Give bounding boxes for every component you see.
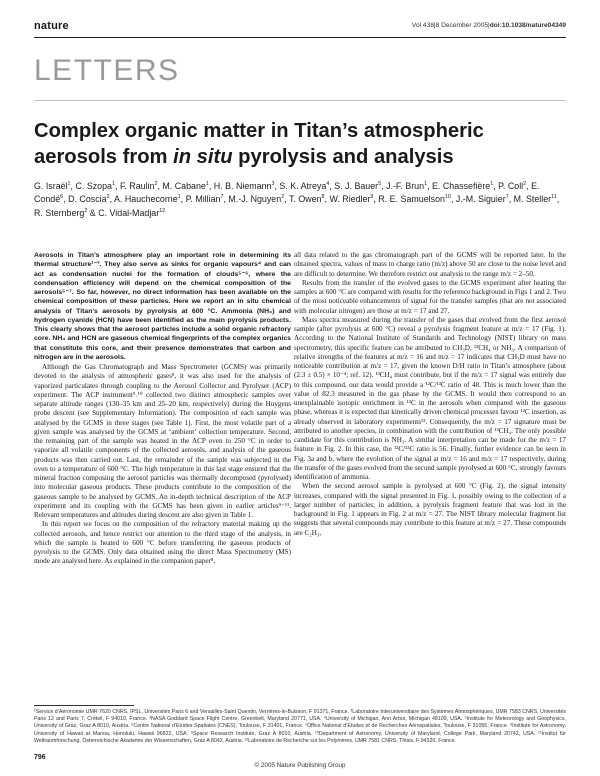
author-name: R. E. Samuelson [378,194,445,205]
author-name: H. B. Niemann [213,181,272,191]
body-paragraph: In this report we focus on the composition of the refractory material making up the collected aerosols, and hence restrict our attention to the third stage of the analysis, in which the sample is heated to 600 °C before transferring the gaseous products of pyrolysis to the GCMS. Only data obtained using the direct Mass Spectrometry (MS) mode are analysed here. As explained in the companion paper⁸, [34,520,291,566]
author-name: A. Hauchecorne [114,194,178,205]
author-name: S. K. Atreya [279,181,327,191]
author-name: E. Condé [34,181,540,205]
author-affiliation-mark: 2 [154,181,158,188]
citation-line [412,22,566,29]
abstract: Aerosols in Titan’s atmosphere play an important role in determining its thermal structure¹⁻³. They also serve as sinks for organic vapours⁴ and can act as condensation nuclei for the formation of clouds⁵⁻⁶, where the condensation efficiency will depend on the chemical composition of the aerosols⁵⁻⁷. So far, however, no direct information has been available on the chemical composition of these particles. Here we report an in situ chemical analysis of Titan’s aerosols by pyrolysis at 600 °C. Ammonia (NH₃) and hydrogen cyanide (HCN) have been identified as the main pyrolysis products. This clearly shows that the aerosol particles include a solid organic refractory core. NH₃ and HCN are gaseous chemical fingerprints of the complex organics that constitute this core, and their presence demonstrates that carbon and nitrogen are in the aerosols. [34,252,291,361]
article-title [34,118,540,170]
author-affiliation-mark: 4 [326,181,330,188]
running-header [34,20,566,36]
author-affiliation-mark: 10 [444,194,451,201]
title-part-2: pyrolysis and analysis [232,146,454,168]
affiliation-footnotes: ¹Service d’Aéronomie UMR 7620 CNRS, IPSL, Universités Paris 6 and Versailles-Saint Quentin, Verrières-le-Buisson, F 91371, France. ²Laboratoire Interuniversitaire des Systèmes Atmosphériques, UMR 7583 CNRS, Universités Paris 12 and Paris 7, Créteil, F 94010, France. ³NASA Goddard Space Flight Centre, Greenbelt, Maryland 20771, USA. ⁴University of Michigan, Ann Arbor, Michigan 48109, USA. ⁵Institute for Meteorology and Geophysics, University of Graz, Graz A 8010, Austria. ⁶Centre National d’Etudes Spatiales (CNES), Toulouse, F 31401, France. ⁷Office National d’Etudes et de Recherches Aérospatiales, Toulouse, F 31055, France. ⁸Institute for Astronomy, University of Hawaii at Manoa, Honolulu, Hawaii 96822, USA. ⁹Space Research Institute, Graz A 8010, Austria. ¹⁰Department of Astronomy, University of Maryland, College Park, Maryland 20742, USA. ¹¹Institut für Weltraumforschung, Österreichische Akademie der Wissenschaften, Graz A 8042, Austria. ¹²Laboratoire de Recherche sur les Polymères, UMR 7581 CNRS, Thiais, F 94320, France. [34,709,566,744]
author-name: J.-F. Brun [386,181,425,191]
body-paragraph: Although the Gas Chromatograph and Mass Spectrometer (GCMS) was primarily devoted to the analysis of atmospheric gases⁸, it was also used for the analysis of vaporized particulates through coupling to the Aerosol Collector and Pyrolyser (ACP) experiment. The ACP instrument⁹˒¹⁰ collected two distinct atmospheric samples over separate altitude ranges (130–35 km and 25–20 km, respectively) during the Huygens probe descent (see Supplementary Information). The composition of each sample was analysed by the GCMS in three stages (see Table 1). First, the most volatile part of a given sample was analysed by the GCMS at ‘ambient’ collection temperature. Second, the remaining part of the sample was heated in the ACP oven to 250 °C in order to vaporize all volatile components of the collected aerosols, and analysis of the gaseous products was then carried out. Last, the remainder of the sample was subjected in the oven to a temperature of 600 °C. The high temperature in this last stage ensured that the mineral fraction composing the aerosol particles was thermally decomposed (pyrolysed) into molecular gaseous products. These products contribute to the composition of the gaseous sample to be analysed by GCMS. An in-depth technical description of the ACP experiment and its coupling with the GCMS has been given in earlier articles⁹⁻¹¹. Relevant temperatures and altitudes during descent are also given in Table 1. [34,363,291,519]
author-name: F. Raulin [119,181,155,191]
doi-link[interactable]: doi:10.1038/nature04349 [489,22,566,29]
footnote-rule [34,705,134,706]
author-affiliation-mark: 2 [106,194,110,201]
author-affiliation-mark: 2 [523,181,527,188]
author-name: J.-M. Siguier [455,194,506,205]
author-name: M. Steller [513,194,552,205]
author-affiliation-mark: 1 [205,181,209,188]
journal-logo: nature [34,20,69,32]
author-name: M.-J. Nguyen [228,194,282,205]
copyright-notice: © 2005 Nature Publishing Group [254,762,346,769]
author-name: D. Coscia [68,194,107,205]
title-part-1: Complex organic matter in Titan’s atmospheric aerosols from [34,120,484,168]
body-paragraph: Mass spectra measured during the transfer of the gases that evolved from the first aerosol sample (after pyrolysis at 600 °C) reveal a pyrolysis fragment feature at m/z = 17 (Fig. 1). According to the National Institute of Standards and Technology (NIST) library on mass spectrometry, this specific feature can be attributed to CH₃D, ¹³CH₄ or NH₃. A comparison of relative strengths of the features at m/z = 16 and m/z = 17 indicates that CH₃D must have no noticeable contribution at m/z = 17, given the known D/H ratio in Titan’s atmosphere (about (2.3 ± 0.5) × 10⁻⁴; ref. 12). ¹³CH₄ must contribute, but if the m/z = 17 signal was entirely due to this compound, our data would provide a ¹²C/¹³C ratio of 48. This is much lower than the value of 82.3 measured in the gas phase by the GCMS. It would then correspond to an unexplainable isotopic enrichment in ¹³C in the aerosols when compared with the gaseous phase, whereas it is expected that kinetically driven chemical processes favour ¹²C insertion, as already observed in laboratory experiments¹³. Consequently, the m/z = 17 signature must be attributed to another species, in combination with the contribution of ¹³CH₄. The only possible candidate for this contribution is NH₃. A similar interpretation can be made for the m/z = 17 feature in Fig. 2. In this case, the ¹²C/¹³C ratio is 56. Finally, further evidence can be seen in Fig. 3a and b, where the evolution of the signal at m/z = 16 and m/z = 17 respectively, during the transfer of the gases evolved from the second sample pyrolysed at 600 °C, strongly favours identification of ammonia. [294,315,566,481]
section-rule [34,100,566,101]
author-name: T. Owen [288,194,322,205]
title-italic: in situ [173,146,233,168]
author-name: C. Szopa [75,181,112,191]
author-name: C. Vidal-Madjar [98,207,160,218]
body-paragraph: When the second aerosol sample is pyrolysed at 600 °C (Fig. 2), the signal intensity increases, compared with the signal presented in Fig. 1, possibly owing to the collection of a larger number of particles; in addition, a pyrolysis fragment feature that was lost in the background in Fig. 1 appears in Fig. 2 at m/z = 27. The NIST library molecular fragment list suggests that several compounds may contribute to this feature at m/z = 27. These compounds are C₂H₃, [294,482,566,537]
author-name: W. Riedler [329,194,371,205]
author-affiliation-mark: 12 [159,207,166,214]
author-affiliation-mark: 11 [551,194,557,201]
author-affiliation-mark: 1 [67,181,71,188]
author-name: S. J. Bauer [334,181,379,191]
author-name: P. Millian [185,194,221,205]
author-affiliation-mark: 2 [281,194,285,201]
author-affiliation-mark: 3 [271,181,275,188]
author-affiliation-mark: 1 [490,181,494,188]
author-affiliation-mark: 6 [60,194,64,201]
author-name: E. Chassefière [432,181,491,191]
author-affiliation-mark: 7 [505,194,509,201]
citation-volume-date: Vol 438|8 December 2005| [411,22,490,29]
author-affiliation-mark: 1 [424,181,428,188]
author-affiliation-mark: 1 [177,194,181,201]
author-name: M. Cabane [162,181,206,191]
body-paragraph: all data related to the gas chromatograph part of the GCMS will be reported later. In the obtained spectra, values of mass to charge ratio (m/z) above 50 are close to the noise level and are difficult to determine. We therefore restrict our analysis to the range m/z = 2–50. [294,251,566,278]
author-affiliation-mark: 5 [378,181,382,188]
page-number: 796 [34,754,46,761]
section-label: LETTERS [34,54,180,87]
author-name: G. Israël [34,181,68,191]
author-affiliation-mark: 7 [220,194,224,201]
author-affiliation-mark: 9 [370,194,374,201]
body-paragraph: Results from the transfer of the evolved gases to the GCMS experiment after heating the samples at 600 °C are compared with results for the reference background in Figs 1 and 2. Two of the most noticeable enhancements of signal for the transfer samples (that are not associated with molecular nitrogen) are those at m/z = 17 and 27. [294,278,566,315]
author-list: G. Israël$^1$, C. Szopa$^1$, F. Raulin$^2$, M. Cabane$^1$, H. B. Niemann$^3$, S. K. Atreya$^4$, S. J. Bauer$^5$, J.-F. Brun$^1$, E. Chassefière$^1$, P. Coll$^2$, E. Condé$^6$, D. Coscia$^2$, A. Hauchecorne$^1$, P. Millian$^7$, M.-J. Nguyen$^2$, T. Owen$^8$, W. Riedler$^9$, R. E. Samuelson$^{10}$, J.-M. Siguier$^7$, M. Steller$^{11}$, R. Sternberg$^2$ & C. Vidal-Madjar$^{12}$ [34,181,560,218]
text-column-right [294,251,566,538]
header-rule [34,37,566,38]
text-column-left [34,251,291,567]
author-affiliation-mark: 1 [112,181,115,188]
author-affiliation-mark: 2 [84,207,88,214]
author-name: R. Sternberg [34,207,85,218]
author-name: P. Coll [498,181,524,191]
author-affiliation-mark: 8 [321,194,325,201]
